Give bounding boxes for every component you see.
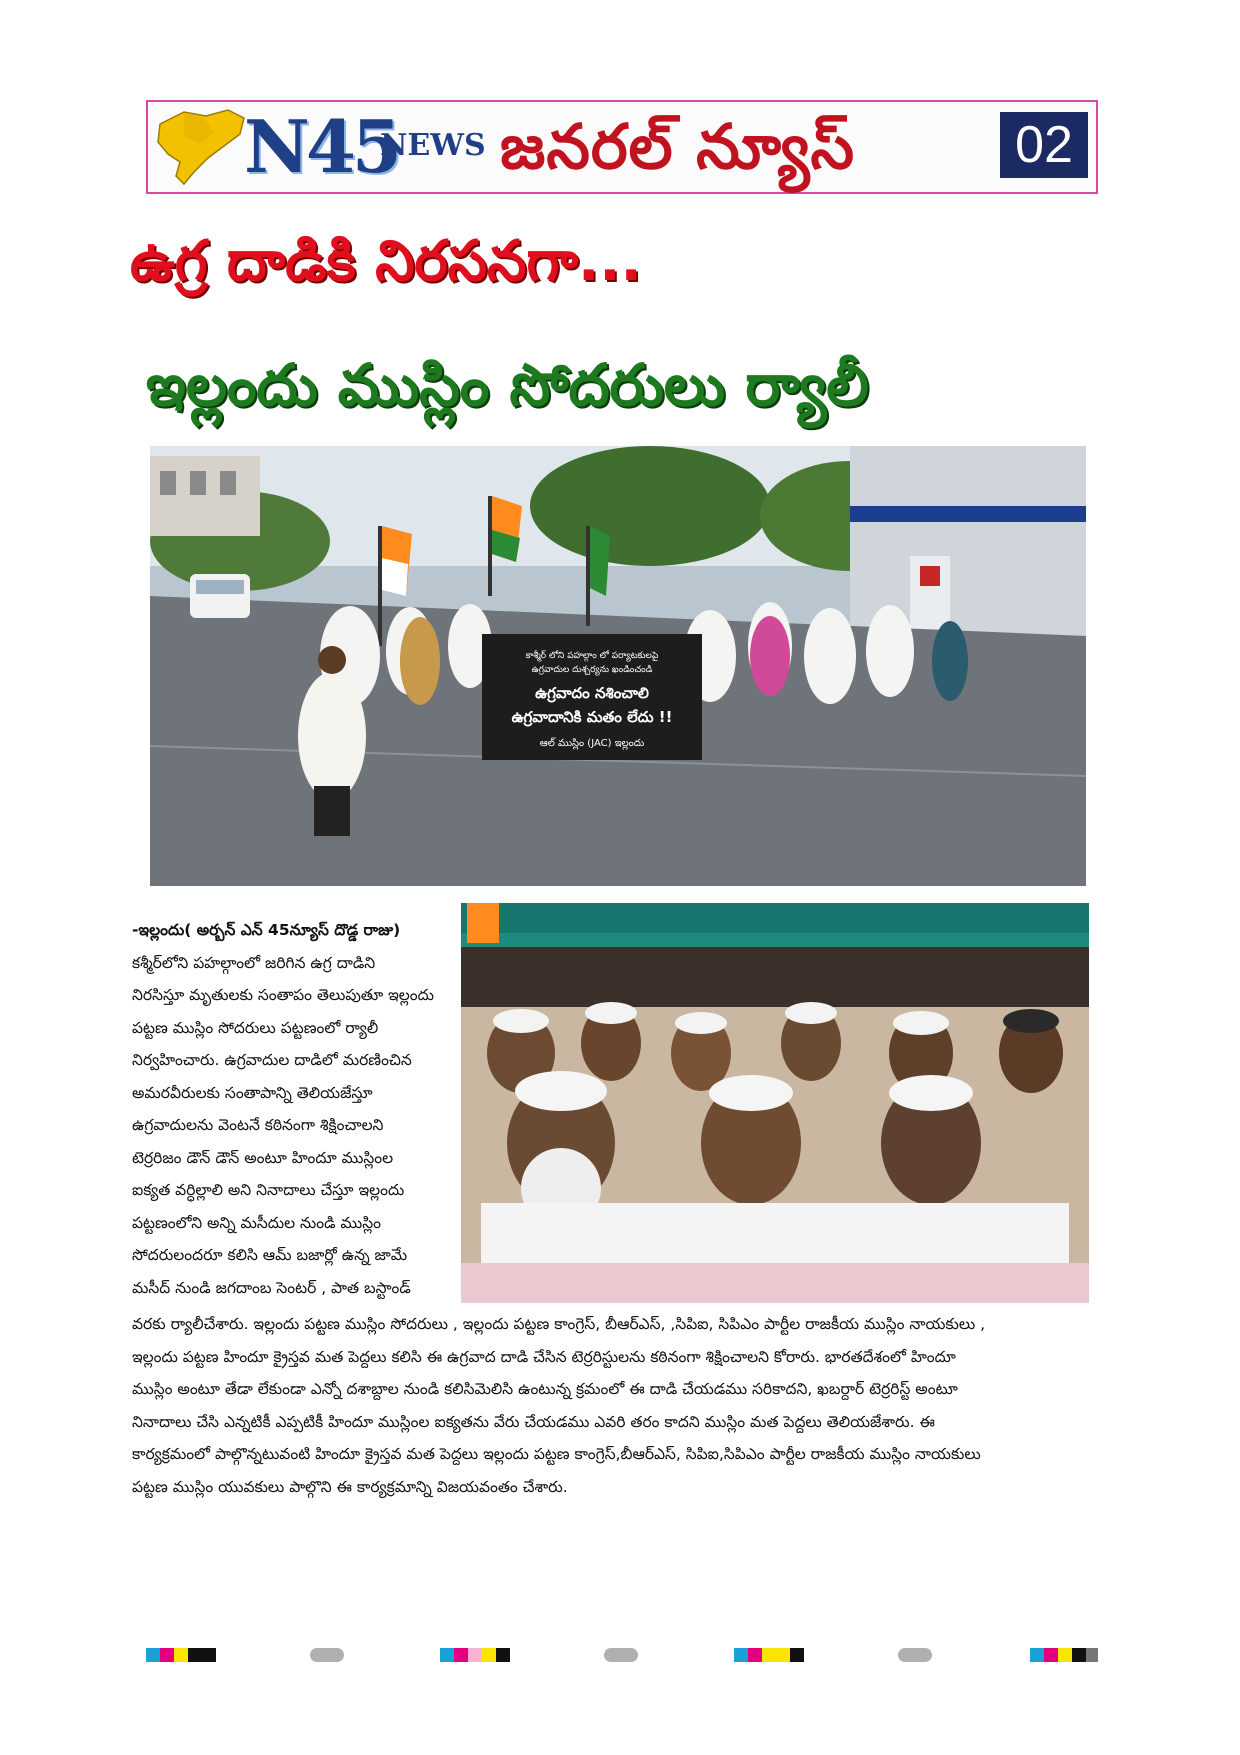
- headline-line-2: ఇల్లందు ముస్లిం సోదరులు ర్యాలీ: [146, 351, 869, 419]
- page-number: 02: [1000, 112, 1088, 178]
- story-line: కశ్మీర్‌లోని పహల్గాంలో జరిగిన ఉగ్ర దాడిని: [132, 953, 376, 972]
- masthead: [146, 100, 1098, 194]
- story-column: [132, 914, 450, 1304]
- story-line: సోదరులందరూ కలిసి ఆమ్ బజార్లో ఉన్న జామే: [132, 1246, 408, 1264]
- print-registration-marks: [0, 1648, 1240, 1668]
- crowd-photo: [461, 903, 1089, 1303]
- banner-line-3: ఉగ్రవాదం నశించాలి: [535, 684, 649, 702]
- story-line: అమరవీరులకు సంతాపాన్ని తెలియజేస్తూ: [132, 1083, 373, 1102]
- banner-line-4: ఉగ్రవాదానికి మతం లేదు !!: [511, 708, 673, 726]
- section-title: జనరల్ న్యూస్: [500, 110, 856, 183]
- story-line: వరకు ర్యాలీచేశారు. ఇల్లందు పట్టణ ముస్లిం సోదరులు , ఇల్లందు పట్టణ కాంగ్రెస్, బీఆర్ఎస్, ,సిపిఐ, సిపిఎం పార్టీల రాజకీయ ముస్లిం నాయకులు ,: [132, 1315, 986, 1333]
- story-line: కార్యక్రమంలో పాల్గొన్నటువంటి హిందూ క్రైస్తవ మత పెద్దలు ఇల్లందు పట్టణ కాంగ్రెస్,బీఆర్ఎస్, సిపిఐ,సిపిఎం పార్టీల రాజకీయ ముస్లిం నాయకులు: [132, 1445, 981, 1463]
- story-line: నిరసిస్తూ మృతులకు సంతాపం తెలుపుతూ ఇల్లందు: [132, 986, 434, 1004]
- story-line: ఇల్లందు పట్టణ హిందూ క్రైస్తవ మత పెద్దలు కలిసి ఈ ఉగ్రవాద దాడి చేసిన టెర్రరిస్టులను కఠినంగా శిక్షించాలని కోరారు. భారతదేశంలో హిందూ: [132, 1347, 956, 1366]
- brand-n45: N45: [244, 104, 399, 189]
- rally-photo: [150, 446, 1086, 886]
- story-line: -ఇల్లందు( అర్బన్ ఎన్ 45న్యూస్ దొడ్డ రాజు): [132, 921, 401, 939]
- story-line: మసీద్ నుండి జగదాంబ సెంటర్ , పాత బస్టాండ్: [132, 1278, 411, 1297]
- headline-line-1: ఉగ్ర దాడికి నిరసనగా...: [130, 229, 642, 294]
- banner-line-1: కాశ్మీర్ లోని పహల్గాం లో పర్యాటకులపై: [525, 651, 659, 661]
- story-line: టెర్రరిజం డౌన్ డౌన్ అంటూ హిందూ ముస్లింల: [132, 1148, 394, 1167]
- banner-line-5: ఆల్ ముస్లిం (JAC) ఇల్లందు: [539, 738, 645, 749]
- story-line: పట్టణంలోని అన్ని మసీదుల నుండి ముస్లిం: [132, 1213, 382, 1232]
- story-line: ఉగ్రవాదులను వెంటనే కఠినంగా శిక్షించాలని: [132, 1116, 384, 1134]
- story-line: పట్టణ ముస్లిం సోదరులు పట్టణంలో ర్యాలీ: [132, 1018, 379, 1037]
- story-line: ఐక్యత వర్ధిల్లాలి అని నినాదాలు చేస్తూ ఇల్లందు: [132, 1181, 405, 1199]
- andhra-map-icon: [154, 106, 250, 188]
- brand-news: NEWS: [380, 128, 486, 163]
- story-line: నినాదాలు చేసి ఎన్నటికీ ఎప్పటికీ హిందూ ముస్లింల ఐక్యతను వేరు చేయడము ఎవరి తరం కాదని ముస్లిం మత పెద్దలు తెలియజేశారు. ఈ: [132, 1412, 935, 1431]
- story-line: పట్టణ ముస్లిం యువకులు పాల్గొని ఈ కార్యక్రమాన్ని విజయవంతం చేశారు.: [132, 1477, 568, 1496]
- story-line: ముస్లిం అంటూ తేడా లేకుండా ఎన్నో దశాబ్దాల నుండి కలిసిమెలిసి ఉంటున్న క్రమంలో ఈ దాడి చేయడము సరికాదని, ఖబర్దార్ టెర్రరిస్ట్ అంటూ: [132, 1380, 958, 1398]
- banner-line-2: ఉగ్రవాదుల దుశ్చర్యను ఖండించండి: [531, 665, 653, 675]
- story-line: నిర్వహించారు. ఉగ్రవాదుల దాడిలో మరణించిన: [132, 1051, 412, 1069]
- story-wide: [132, 1308, 1086, 1503]
